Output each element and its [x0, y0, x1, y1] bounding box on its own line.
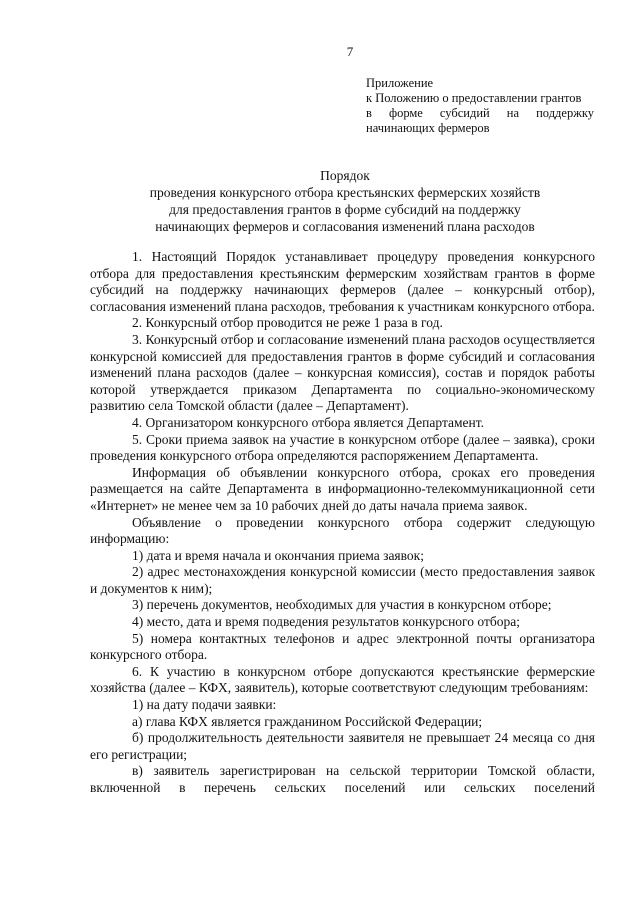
appendix-header [366, 76, 594, 136]
page-number: 7 [346, 44, 354, 59]
list-item: 2) адрес местонахождения конкурсной комиссии (место предоставления заявок и документов к ним); [90, 564, 595, 596]
list-item: 5) номера контактных телефонов и адрес электронной почты организатора конкурсного отбора. [90, 630, 595, 663]
paragraph: 6. К участию в конкурсном отборе допускаются крестьянские фермерские хозяйства (далее – КФХ, заявитель), которые соответствуют следующим требованиям: [90, 663, 595, 696]
title-line: начинающих фермеров и согласования изменений плана расходов [155, 219, 535, 234]
paragraph: Информация об объявлении конкурсного отбора, сроках его проведения размещается на сайте Департамента в информационно-телекоммуникационной сети «Интернет» не менее чем за 10 рабочих дней до даты начала приема заявок. [90, 464, 595, 513]
list-item: в) заявитель зарегистрирован на сельской территории Томской области, включенной в перечень сельских поселений или сельских поселений [90, 763, 595, 795]
appendix-line: в форме субсидий на поддержку [366, 106, 594, 120]
paragraph: 5. Сроки приема заявок на участие в конкурсном отборе (далее – заявка), сроки проведения конкурсного отбора определяются распоряжением Департамента. [90, 431, 595, 464]
paragraph: 1. Настоящий Порядок устанавливает процедуру проведения конкурсного отбора для предоставления крестьянским фермерским хозяйствам грантов в форме субсидий на поддержку начинающих фермеров (далее – конкурсный отбор), согласования изменений плана расходов, требования к участникам конкурсного отбора. [90, 249, 595, 314]
title-line: для предоставления грантов в форме субсидий на поддержку [169, 202, 521, 217]
title-line: проведения конкурсного отбора крестьянских фермерских хозяйств [149, 185, 541, 200]
list-item: 4) место, дата и время подведения результатов конкурсного отбора; [132, 614, 520, 630]
paragraph: 2. Конкурсный отбор проводится не реже 1 раза в год. [132, 315, 443, 331]
document-body [90, 249, 595, 797]
paragraph: 3. Конкурсный отбор и согласование изменений плана расходов осуществляется конкурсной комиссией для предоставления грантов в форме субсидий и согласования изменений плана расходов (далее – конкурсная комиссия), состав и порядок работы которой утверждается приказом Департамента по социально-экономическому развитию села Томской области (далее – Департамент). [90, 331, 595, 414]
appendix-line: начинающих фермеров [366, 121, 490, 135]
paragraph: 4. Организатором конкурсного отбора является Департамент. [132, 414, 485, 430]
title-line: Порядок [320, 168, 370, 183]
list-item: 1) на дату подачи заявки: [132, 697, 277, 713]
appendix-line: Приложение [366, 76, 434, 90]
list-item: 3) перечень документов, необходимых для участия в конкурсном отборе; [132, 597, 552, 613]
list-item: а) глава КФХ является гражданином Российской Федерации; [132, 713, 483, 729]
list-item: б) продолжительность деятельности заявителя не превышает 24 месяца со дня его регистрации; [90, 730, 595, 762]
paragraph: Объявление о проведении конкурсного отбора содержит следующую информацию: [90, 514, 595, 547]
list-item: 1) дата и время начала и окончания приема заявок; [132, 547, 424, 563]
appendix-line: к Положению о предоставлении грантов [366, 91, 582, 105]
document-title [90, 167, 600, 235]
